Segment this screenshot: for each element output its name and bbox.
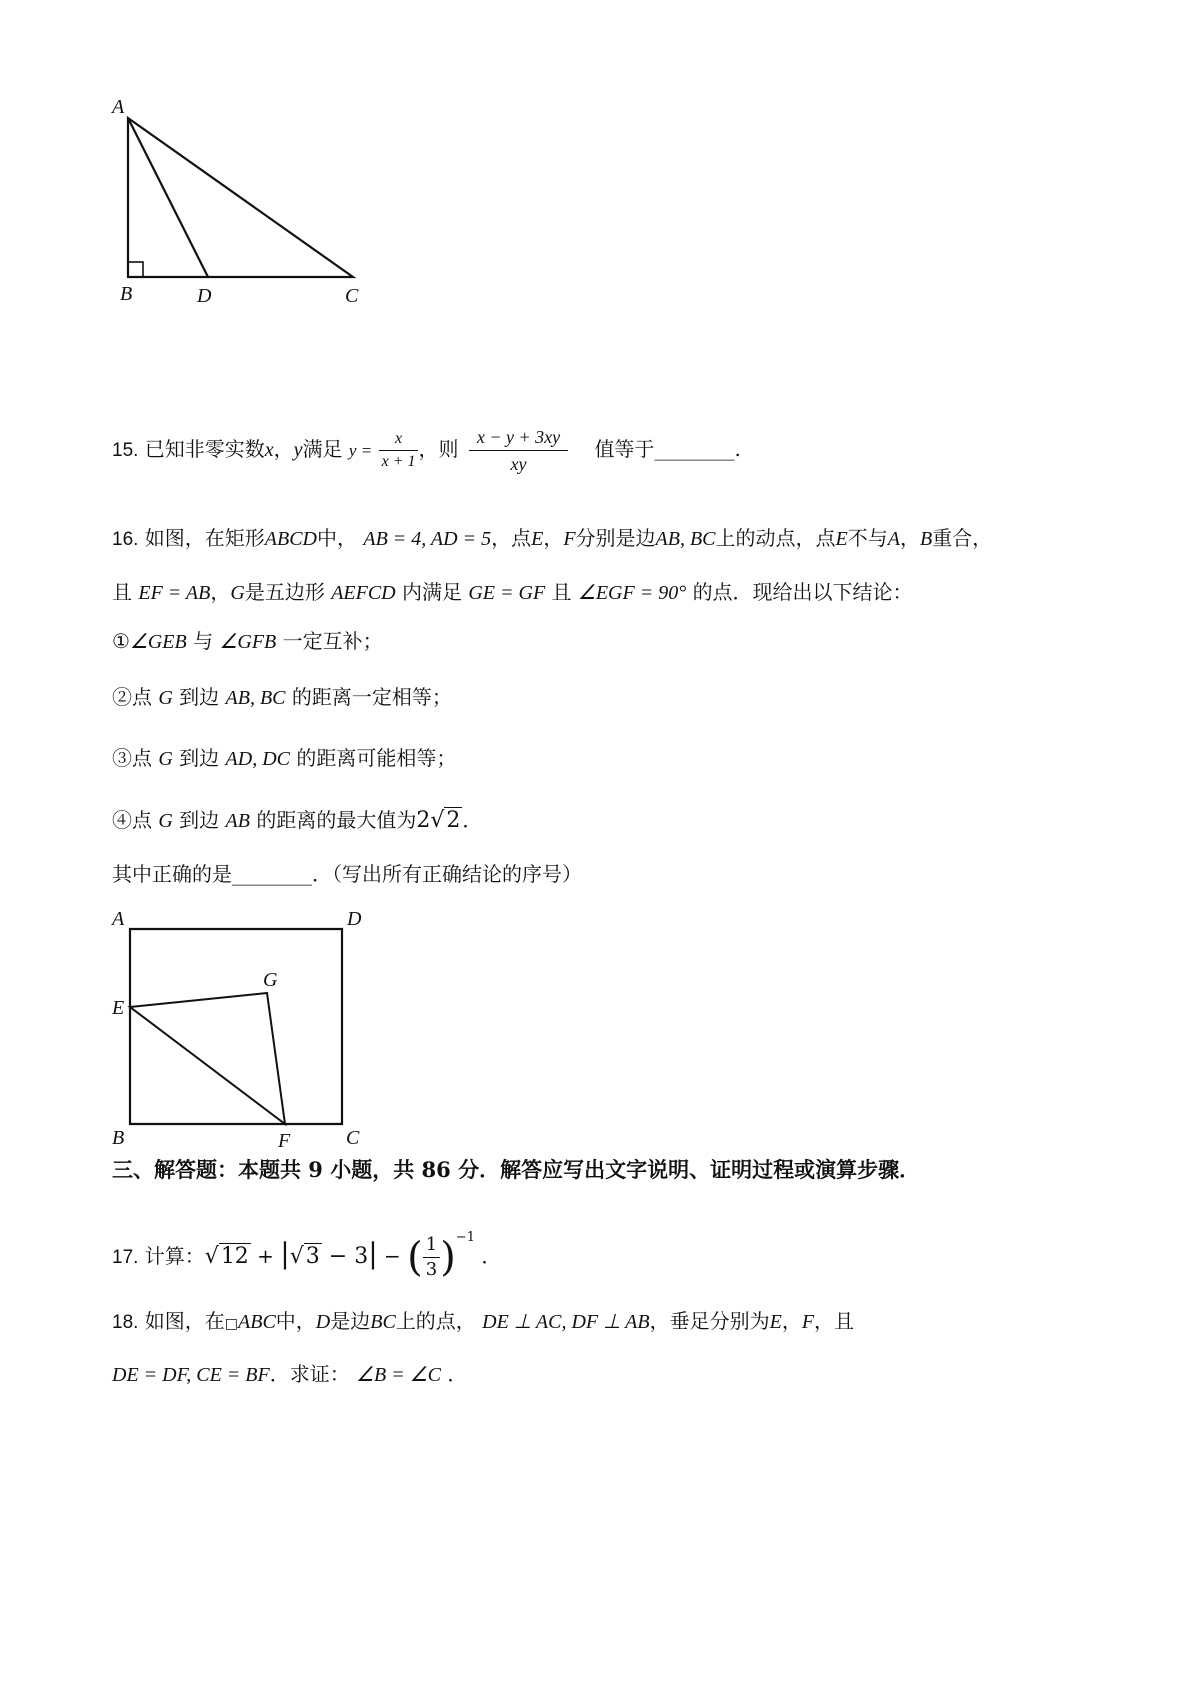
q16-text: 中， <box>317 526 357 550</box>
var-g: G <box>230 582 245 604</box>
sqrt-sign: √ <box>430 808 445 833</box>
section-heading: 三、解答题：本题共 9 小题，共 86 分．解答应写出文字说明、证明过程或演算步骤． <box>112 1157 921 1182</box>
var-d: D <box>315 1311 331 1333</box>
label-f: F <box>278 1130 291 1150</box>
var-e: E <box>531 528 544 550</box>
fraction-numerator: 1 <box>423 1233 440 1258</box>
equal-conditions: DE = DF, CE = BF <box>112 1364 270 1386</box>
label-a: A <box>112 96 125 118</box>
conclusion-mark: ① <box>112 629 130 653</box>
q18-text: ， <box>814 1309 835 1333</box>
operator-plus: + <box>257 1244 274 1268</box>
q18-text: 且 <box>834 1309 855 1333</box>
var-e: E <box>835 528 848 550</box>
q15-text: 已知非零实数 <box>144 437 265 461</box>
question-17 <box>112 1224 501 1282</box>
condition-angle-egf: ∠EGF = 90° <box>577 582 687 604</box>
label-d: D <box>197 285 212 307</box>
q15-end: . <box>734 437 741 461</box>
fraction-expression <box>469 424 568 477</box>
q16-text: 的点．现给出以下结论： <box>692 580 913 604</box>
fraction-one-third <box>423 1233 440 1282</box>
q16-text: 且 <box>112 580 132 604</box>
equation-lhs: y = <box>348 441 373 460</box>
q16-text: ②点 <box>112 685 152 709</box>
q15-text: 满足 <box>302 437 343 461</box>
label-a: A <box>112 908 125 930</box>
q17-end: ． <box>481 1244 502 1268</box>
q18-text: 上的点， <box>395 1309 476 1333</box>
fraction-denominator: x + 1 <box>381 453 416 470</box>
var-a: A <box>887 528 900 550</box>
coefficient: 2 <box>416 808 431 833</box>
triangle-symbol: □ <box>224 1316 239 1332</box>
question-16-ask <box>112 860 582 888</box>
q17-text: 计算： <box>144 1244 205 1268</box>
q16-text: 分别是边 <box>575 526 656 550</box>
q16-text: ③点 <box>112 746 152 770</box>
question-number: 18. <box>112 1312 139 1333</box>
paren-open: ( <box>407 1234 423 1281</box>
fraction-numerator: x − y + 3xy <box>469 424 568 451</box>
q16-text: 与 <box>193 629 214 653</box>
q16-text: ．（写出所有正确结论的序号） <box>312 862 582 886</box>
conclusion-2 <box>112 683 452 712</box>
radicand: 3 <box>305 1244 320 1269</box>
q16-text: ， <box>899 526 920 550</box>
question-15 <box>112 424 741 477</box>
side-bc: BC <box>370 1311 396 1333</box>
q16-text: 上的动点，点 <box>715 526 836 550</box>
label-b: B <box>120 283 133 305</box>
var-y: y <box>293 439 303 461</box>
rect-abcd: ABCD <box>264 528 317 550</box>
q18-text: 中， <box>275 1309 316 1333</box>
question-16-line1 <box>112 524 992 554</box>
label-c: C <box>346 1127 360 1149</box>
sides-ab-bc: AB, BC <box>225 687 286 709</box>
q16-end: ． <box>462 808 483 832</box>
var-g: G <box>158 748 173 770</box>
var-g: G <box>158 687 173 709</box>
angle-geb: ∠GEB <box>129 631 187 653</box>
q16-text: 到边 <box>179 808 220 832</box>
var-b: B <box>919 528 933 550</box>
condition-ab-ad: AB = 4, AD = 5 <box>363 528 492 550</box>
q16-text: 内满足 <box>401 580 462 604</box>
q18-text: 是边 <box>330 1309 371 1333</box>
var-f: F <box>563 528 576 550</box>
figure-rectangle-abcd <box>100 905 400 1150</box>
question-number: 16. <box>112 529 139 550</box>
question-number: 17. <box>112 1247 139 1268</box>
q16-text: 的距离可能相等； <box>296 746 457 770</box>
fraction-x-over-x-plus-1 <box>379 428 419 473</box>
label-c: C <box>345 285 359 307</box>
label-b: B <box>112 1127 125 1149</box>
abs-bar: | <box>280 1237 290 1270</box>
condition-ef-ab: EF = AB <box>138 582 211 604</box>
label-g: G <box>263 969 278 991</box>
paren-close: ) <box>440 1234 456 1281</box>
q16-text: ， <box>543 526 564 550</box>
label-e: E <box>112 997 125 1019</box>
q16-text: 的距离的最大值为 <box>256 808 417 832</box>
q16-text: 到边 <box>179 685 220 709</box>
var-x: x <box>264 439 274 461</box>
q15-comma: ， <box>273 437 294 461</box>
q16-text: 且 <box>551 580 572 604</box>
sqrt-sign: √ <box>289 1244 304 1269</box>
radicand: 12 <box>220 1244 249 1269</box>
question-number: 15. <box>112 440 139 461</box>
label-d: D <box>347 908 362 930</box>
abs-bar: | <box>368 1237 378 1270</box>
q16-text: 不与 <box>847 526 888 550</box>
fraction-denominator: xy <box>510 454 527 474</box>
q18-text: ，垂足分别为 <box>649 1309 770 1333</box>
condition-ge-gf: GE = GF <box>468 582 546 604</box>
question-16-line2 <box>112 578 913 607</box>
figure-triangle-abd <box>100 90 400 325</box>
var-g: G <box>158 810 173 832</box>
q18-text: ．求证： <box>269 1362 350 1386</box>
q16-text: ④点 <box>112 808 152 832</box>
q18-text: 如图，在 <box>144 1309 225 1333</box>
conclusion-1 <box>112 627 383 656</box>
triangle-abc: ABC <box>238 1311 276 1333</box>
q16-text: 重合， <box>932 526 993 550</box>
answer-blank[interactable]: ________ <box>654 437 735 461</box>
q16-text: 到边 <box>179 746 220 770</box>
conclusion-3 <box>112 744 456 773</box>
var-f: F <box>801 1311 815 1333</box>
q15-text: 值等于 <box>594 437 655 461</box>
perpendicular-conditions: DE ⊥ AC, DF ⊥ AB <box>482 1311 650 1333</box>
q15-text: ，则 <box>418 437 459 461</box>
side-ab: AB <box>225 810 250 832</box>
question-18-line1 <box>112 1307 854 1338</box>
question-18-line2 <box>112 1360 467 1389</box>
q16-text: 其中正确的是 <box>112 862 232 886</box>
q16-text: 一定互补； <box>282 629 383 653</box>
proof-goal: ∠B = ∠C <box>356 1364 442 1386</box>
q16-text: ， <box>210 580 231 604</box>
exponent: −1 <box>455 1230 475 1245</box>
sqrt-sign: √ <box>204 1244 219 1269</box>
fraction-numerator: x <box>379 428 419 451</box>
q16-text: 是五边形 <box>244 580 325 604</box>
absolute-value <box>280 1237 378 1270</box>
pentagon-aefcd: AEFCD <box>331 582 396 604</box>
fraction-denominator: 3 <box>425 1259 438 1280</box>
q18-end: ． <box>447 1362 468 1386</box>
q16-text: ，点 <box>491 526 532 550</box>
conclusion-4 <box>112 806 482 835</box>
sqrt-expression <box>416 807 462 833</box>
radicand: 2 <box>446 808 461 833</box>
q18-text: ， <box>781 1309 802 1333</box>
answer-blank[interactable]: ________ <box>232 862 312 886</box>
sides-ad-dc: AD, DC <box>225 748 290 770</box>
operator-minus: − <box>384 1244 401 1268</box>
q16-text: 如图，在矩形 <box>144 526 265 550</box>
q16-text: 的距离一定相等； <box>291 685 452 709</box>
angle-gfb: ∠GFB <box>219 631 277 653</box>
sqrt-12 <box>205 1243 251 1269</box>
var-e: E <box>769 1311 782 1333</box>
sides-ab-bc: AB, BC <box>655 528 716 550</box>
minus-three: − 3 <box>328 1244 369 1269</box>
